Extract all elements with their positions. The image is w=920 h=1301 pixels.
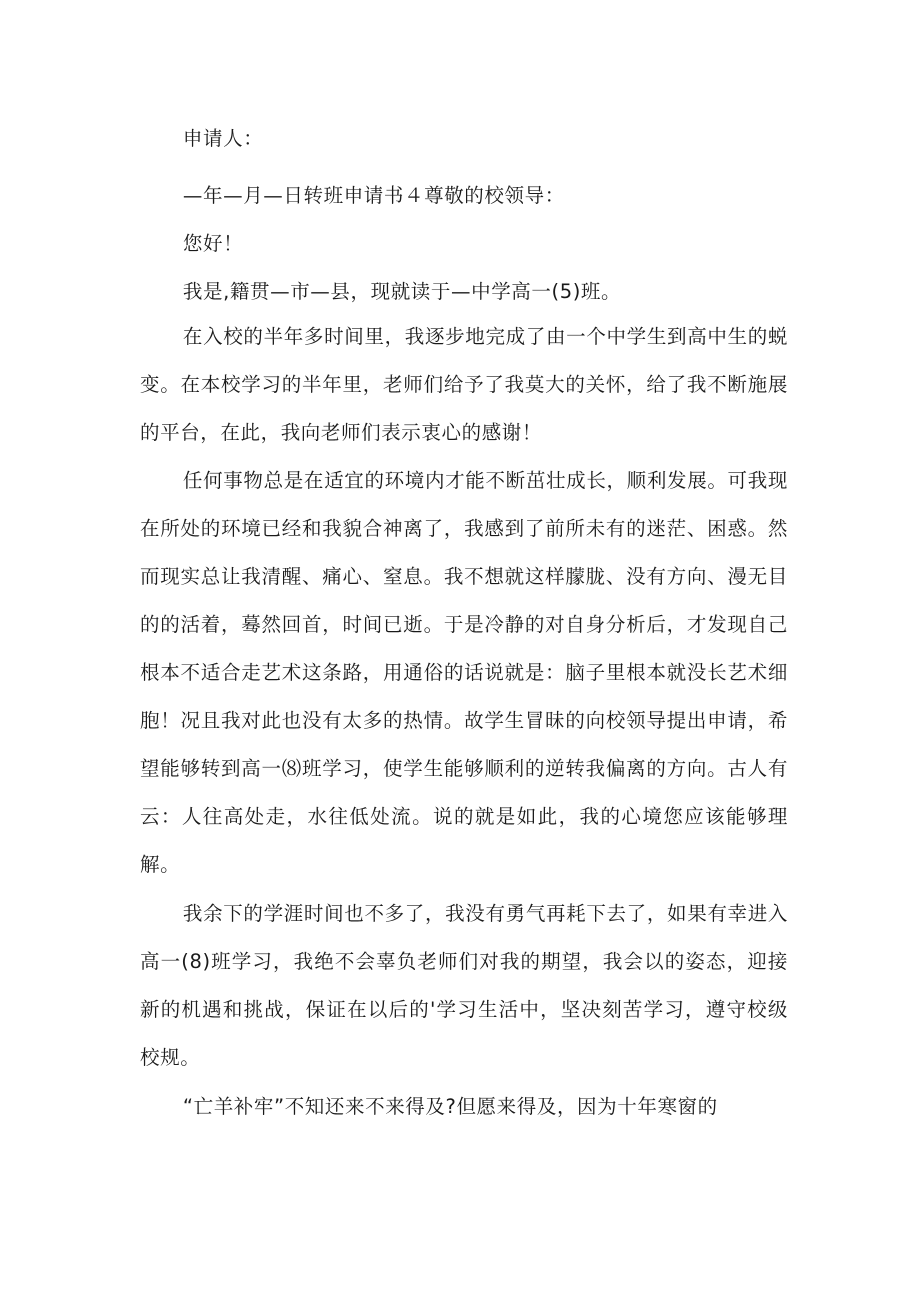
- greeting: 您好！: [182, 232, 244, 255]
- reason-paragraph: 任何事物总是在适宜的环境内才能不断茁壮成长，顺利发展。可我现在所处的环境已经和我貌合神离了，我感到了前所未有的迷茫、困惑。然而现实总让我清醒、痛心、窒息。我不想就这样朦胧、没有方向、漫无目的的活着，蓦然回首，时间已逝。于是冷静的对自身分析后，才发现自己根本不适合走艺术这条路，用通俗的话说就是：脑子里根本就没长艺术细胞！况且我对此也没有太多的热情。故学生冒昧的向校领导提出申请，希望能够转到高一⑻班学习，使学生能够顺利的逆转我偏离的方向。古人有云：人往高处走，水往低处流。说的就是如此，我的心境您应该能够理解。: [140, 469, 788, 876]
- date-and-title-line: —年—月—日转班申请书４尊敬的校领导：: [182, 184, 565, 207]
- applicant-label: 申请人：: [182, 127, 264, 150]
- promise-paragraph: 我余下的学涯时间也不多了，我没有勇气再耗下去了，如果有幸进入高一(8)班学习，我绝不会辜负老师们对我的期望，我会以的姿态，迎接新的机遇和挑战，保证在以后的'学习生活中，坚决刻苦学习，遵守校级校规。: [140, 902, 788, 1069]
- intro-paragraph: 我是,籍贯—市—县，现就读于—中学高一(5)班。: [182, 280, 622, 303]
- closing-paragraph: “亡羊补牢”不知还来不来得及?但愿来得及，因为十年寒窗的: [182, 1095, 718, 1118]
- thanks-paragraph: 在入校的半年多时间里，我逐步地完成了由一个中学生到高中生的蜕变。在本校学习的半年里，老师们给予了我莫大的关怀，给了我不断施展的平台，在此，我向老师们表示衷心的感谢！: [140, 325, 788, 444]
